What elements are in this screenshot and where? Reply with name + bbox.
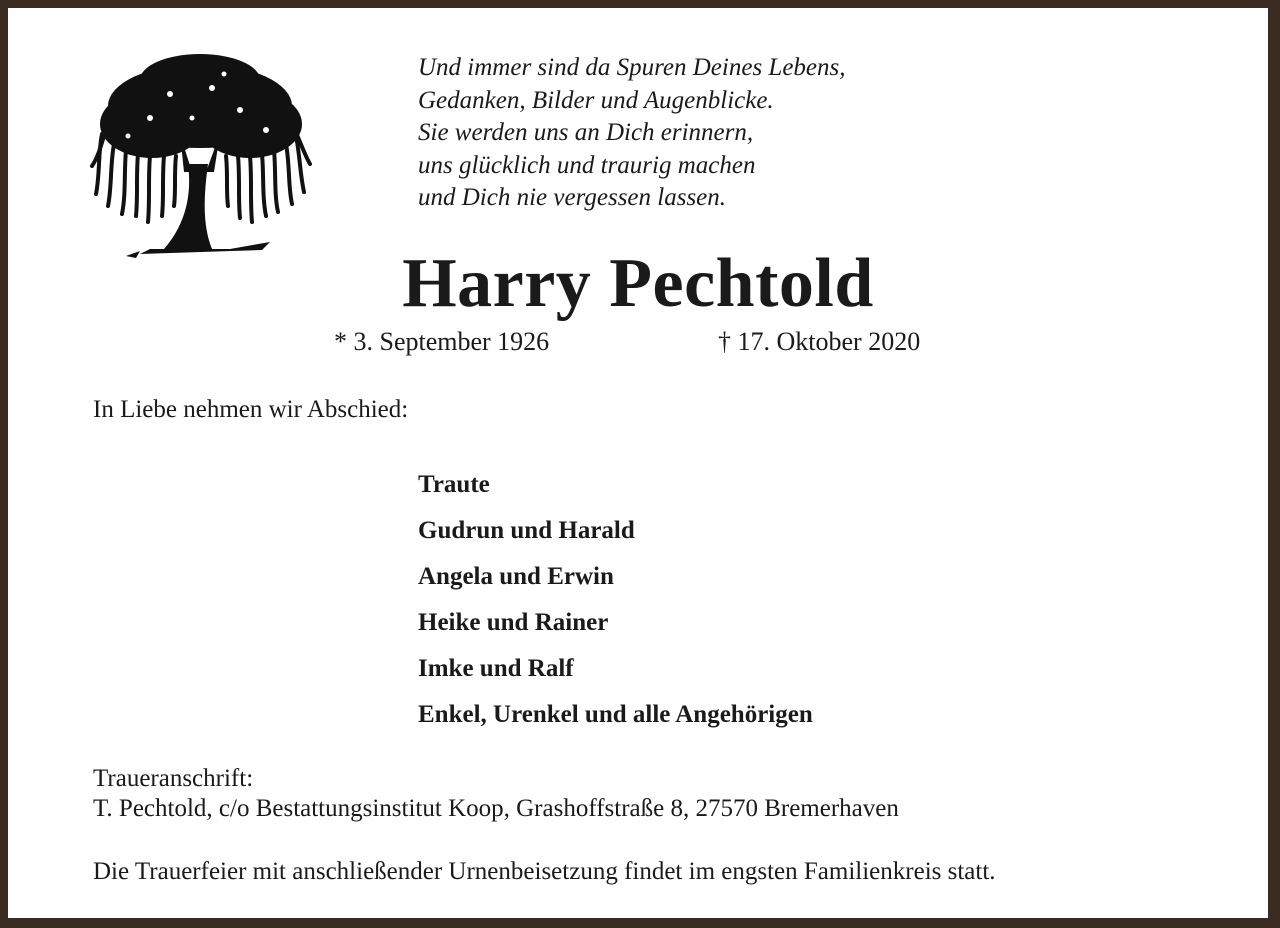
mourner-entry: Enkel, Urenkel und alle Angehörigen (418, 701, 813, 728)
birth-date: * 3. September 1926 (334, 327, 550, 356)
poem-line: Sie werden uns an Dich erinnern, (418, 119, 754, 146)
mourner-entry: Gudrun und Harald (418, 517, 635, 544)
ceremony-note: Die Trauerfeier mit anschließender Urnenbeisetzung findet im engsten Familienkreis statt. (93, 858, 996, 885)
mourner-entry: Imke und Ralf (418, 655, 574, 682)
weeping-willow-tree-icon (80, 44, 320, 264)
mourning-address (93, 764, 899, 824)
mourner-entry: Traute (418, 471, 490, 498)
mourners-list (418, 462, 813, 738)
mourner-entry: Angela und Erwin (418, 563, 614, 590)
farewell-intro: In Liebe nehmen wir Abschied: (93, 396, 409, 423)
memorial-poem (418, 52, 846, 215)
poem-line: uns glücklich und traurig machen (418, 151, 756, 179)
address-label: Traueranschrift: (93, 765, 254, 792)
death-date: † 17. Oktober 2020 (718, 327, 921, 356)
deceased-name: Harry Pechtold (402, 245, 874, 322)
poem-line: Gedanken, Bilder und Augenblicke. (418, 86, 774, 114)
poem-line: und Dich nie vergessen lassen. (418, 184, 727, 211)
poem-line: Und immer sind da Spuren Deines Lebens, (418, 54, 846, 81)
mourner-entry: Heike und Rainer (418, 609, 609, 636)
obituary-notice (8, 8, 1268, 918)
address-value: T. Pechtold, c/o Bestattungsinstitut Koop, Grashoffstraße 8, 27570 Bremerhaven (93, 795, 899, 822)
